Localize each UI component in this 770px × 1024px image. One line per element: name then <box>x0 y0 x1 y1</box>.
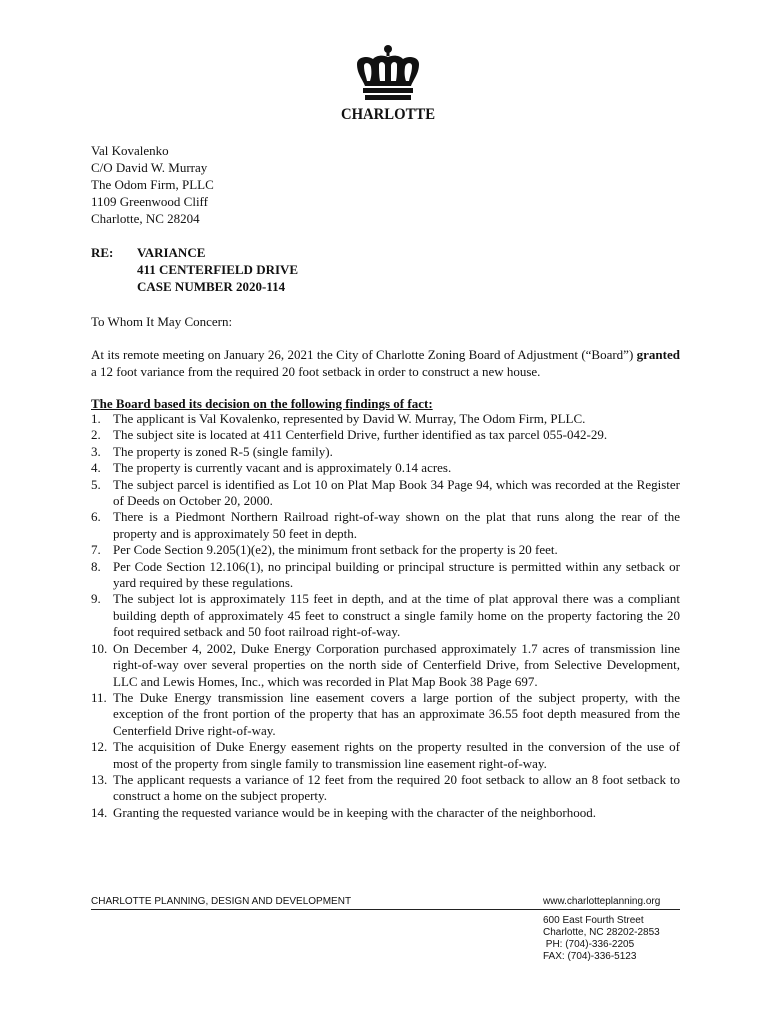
finding-number: 1. <box>91 411 101 426</box>
finding-item <box>91 591 680 640</box>
recipient-care-of: C/O David W. Murray <box>91 160 208 175</box>
finding-number: 12. <box>91 739 108 755</box>
finding-text: The subject site is located at 411 Centerfield Drive, further identified as tax parcel 055-042-29. <box>113 427 608 443</box>
footer-city: Charlotte, NC 28202-2853 <box>543 927 660 938</box>
re-label: RE: <box>91 245 114 260</box>
finding-number: 8. <box>91 558 101 574</box>
footer-divider <box>91 909 680 910</box>
finding-text: The acquisition of Duke Energy easement rights on the property resulted in the conversion of the use of most of the property from single family to transmission line easement right-of-way. <box>113 739 680 771</box>
finding-text: The Duke Energy transmission line easement covers a large portion of the subject property, with the exception of the front portion of the property that has an approximate 36.55 foot depth measured from the Centerfield Drive right-of-way. <box>113 689 680 738</box>
finding-text: The applicant requests a variance of 12 feet from the required 20 foot setback to allow an 8 foot setback to construct a home on the subject property. <box>113 771 680 804</box>
finding-text: Per Code Section 9.205(1)(e2), the minimum front setback for the property is 20 feet. <box>113 542 558 558</box>
footer-address <box>543 915 660 963</box>
finding-item <box>91 559 680 592</box>
finding-item <box>91 477 680 510</box>
finding-item <box>91 772 680 805</box>
charlotte-logo <box>333 44 443 128</box>
finding-number: 4. <box>91 460 101 476</box>
finding-number: 2. <box>91 427 101 443</box>
finding-number: 11. <box>91 689 107 705</box>
finding-text: The property is currently vacant and is approximately 0.14 acres. <box>113 460 452 476</box>
finding-text: Granting the requested variance would be in keeping with the character of the neighborhood. <box>113 804 596 820</box>
finding-text: The subject lot is approximately 115 feet in depth, and at the time of plat approval there was a compliant building depth of approximately 45 feet to construct a single family home on the property factoring the 20 foot required setback and 50 foot railroad right-of-way. <box>113 591 680 640</box>
finding-text: Per Code Section 12.106(1), no principal building or principal structure is permitted within any setback or yard required by these regulations. <box>113 558 680 591</box>
footer-street: 600 East Fourth Street <box>543 915 644 926</box>
finding-item <box>91 460 680 476</box>
finding-number: 3. <box>91 443 101 459</box>
finding-number: 14. <box>91 804 108 820</box>
salutation: To Whom It May Concern: <box>91 314 233 329</box>
finding-item <box>91 444 680 460</box>
intro-text-after: a 12 foot variance from the required 20 foot setback in order to construct a new house. <box>91 364 541 379</box>
findings-heading: The Board based its decision on the following findings of fact: <box>91 396 433 411</box>
finding-number: 13. <box>91 771 108 787</box>
finding-number: 7. <box>91 542 101 558</box>
intro-text-before: At its remote meeting on January 26, 2021 the City of Charlotte Zoning Board of Adjustment (“Board”) <box>91 347 637 362</box>
recipient-city: Charlotte, NC 28204 <box>91 211 200 226</box>
finding-item <box>91 509 680 542</box>
recipient-address <box>91 142 214 227</box>
finding-text: The property is zoned R-5 (single family). <box>113 443 333 459</box>
crown-icon <box>351 44 425 102</box>
footer-fax: FAX: (704)-336-5123 <box>543 951 637 962</box>
finding-item <box>91 542 680 558</box>
recipient-firm: The Odom Firm, PLLC <box>91 177 214 192</box>
finding-text: There is a Piedmont Northern Railroad right-of-way shown on the plat that runs along the rear of the property and is approximately 50 feet in depth. <box>113 509 680 541</box>
finding-item <box>91 805 680 821</box>
finding-text: The applicant is Val Kovalenko, represented by David W. Murray, The Odom Firm, PLLC. <box>113 411 586 426</box>
finding-number: 6. <box>91 509 101 525</box>
finding-item <box>91 739 680 772</box>
finding-text: On December 4, 2002, Duke Energy Corporation purchased approximately 1.7 acres of transmission line right-of-way over several properties on the north side of Centerfield Drive, from Selective Development, LLC and Lewis Homes, Inc., which was recorded in Plat Map Book 38 Page 697. <box>113 640 680 689</box>
footer-department: CHARLOTTE PLANNING, DESIGN AND DEVELOPMENT <box>91 896 352 907</box>
re-line-variance: VARIANCE <box>137 245 206 260</box>
finding-number: 10. <box>91 640 108 656</box>
logo-wordmark: CHARLOTTE <box>340 106 436 123</box>
intro-granted: granted <box>636 347 680 362</box>
recipient-name: Val Kovalenko <box>91 143 169 158</box>
finding-item <box>91 411 680 427</box>
finding-item <box>91 427 680 443</box>
footer-phone: PH: (704)-336-2205 <box>543 939 635 950</box>
finding-item <box>91 690 680 739</box>
finding-text: The subject parcel is identified as Lot 10 on Plat Map Book 34 Page 94, which was recorded at the Register of Deeds on October 20, 2000. <box>113 476 680 509</box>
footer-website: www.charlotteplanning.org <box>543 896 661 907</box>
intro-paragraph <box>91 346 680 380</box>
re-line-case-number: CASE NUMBER 2020-114 <box>137 279 286 294</box>
recipient-street: 1109 Greenwood Cliff <box>91 194 208 209</box>
finding-item <box>91 641 680 690</box>
finding-number: 9. <box>91 591 101 607</box>
finding-number: 5. <box>91 476 101 492</box>
findings-list <box>91 411 680 821</box>
re-line-address: 411 CENTERFIELD DRIVE <box>137 262 299 277</box>
